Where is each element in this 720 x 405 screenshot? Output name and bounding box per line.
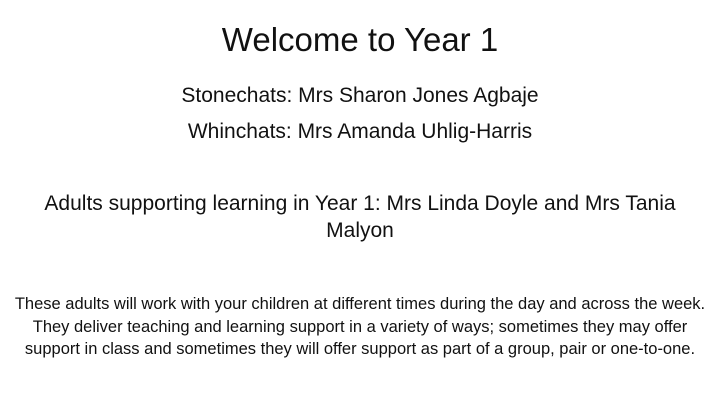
- stonechats-teacher: Stonechats: Mrs Sharon Jones Agbaje: [181, 84, 539, 107]
- support-description: These adults will work with your children at different times during the day and across the week. They deliver teaching and learning support in a variety of ways; sometimes they may offer support in class and sometimes they will offer support as part of a group, pair or one-to-one.: [14, 295, 706, 358]
- slide-title: Welcome to Year 1: [221, 21, 499, 58]
- adults-supporting-text: Adults supporting learning in Year 1: Mrs Linda Doyle and Mrs Tania Malyon: [44, 192, 676, 242]
- whinchats-teacher: Whinchats: Mrs Amanda Uhlig-Harris: [187, 120, 533, 143]
